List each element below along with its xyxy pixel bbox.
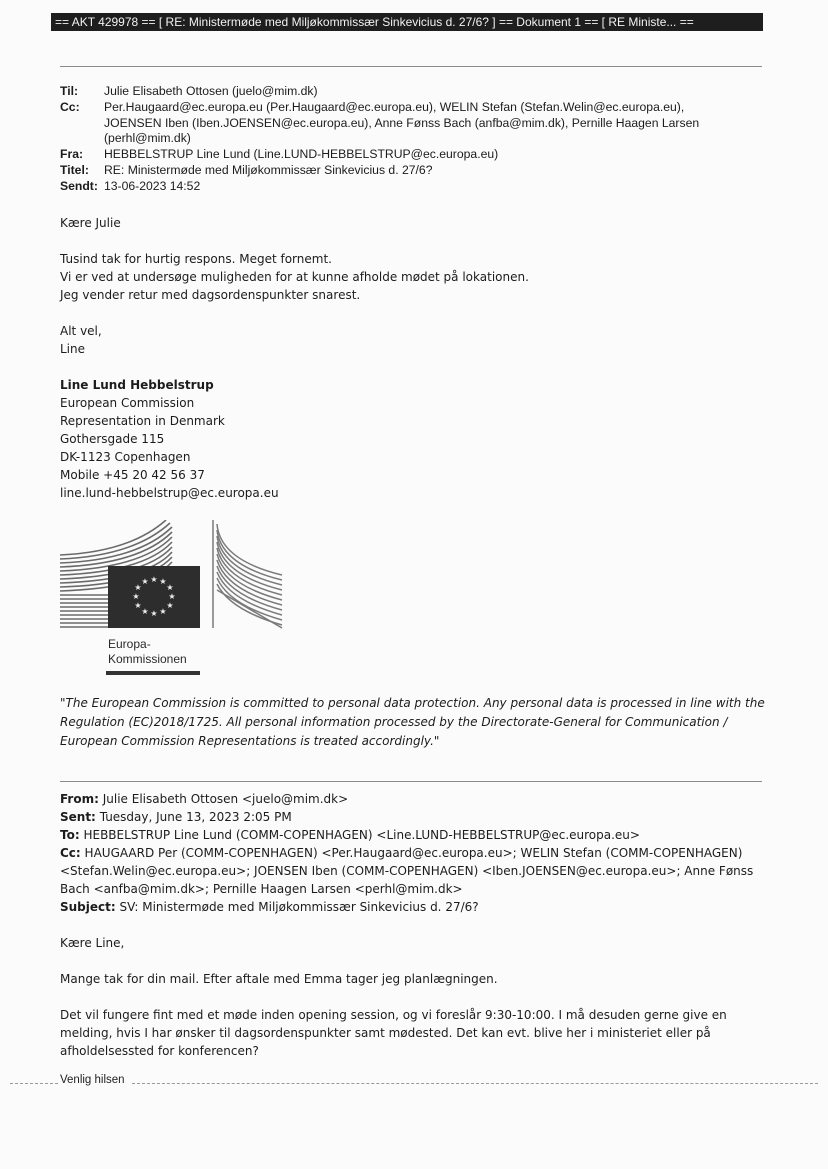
svg-text:★: ★ [150, 609, 158, 618]
svg-text:★: ★ [134, 601, 142, 610]
fwd-cc-value: Bach <anfba@mim.dk>; Pernille Haagen Larsen <perhl@mim.dk> [60, 882, 463, 896]
fwd-subject-row [60, 898, 770, 916]
svg-text:★: ★ [168, 592, 176, 601]
cc-line: (perhl@mim.dk) [104, 131, 191, 146]
page-cut-line [10, 1083, 58, 1084]
divider [60, 66, 762, 67]
svg-text:★: ★ [159, 577, 167, 586]
signature-line: Representation in Denmark [60, 414, 225, 428]
cc-row [60, 100, 760, 147]
sent-value: 13-06-2023 14:52 [104, 178, 201, 193]
fwd-subject-label: Subject: [60, 900, 116, 914]
fwd-closing: Venlig hilsen [60, 1074, 125, 1086]
fwd-from-row [60, 790, 770, 808]
email-header [60, 84, 760, 195]
reply-signoff-name: Line [60, 342, 86, 356]
reply-body [60, 214, 760, 502]
svg-text:★: ★ [159, 607, 167, 616]
to-label: Til: [60, 84, 79, 98]
fwd-paragraph-line: Det vil fungere fint med et møde inden opening session, og vi foreslår 9:30-10:00. I må desuden gerne give en [60, 1008, 727, 1022]
document-banner: == AKT 429978 == [ RE: Ministermøde med Miljøkommissær Sinkevicius d. 27/6? ] == Dokument 1 == [ RE Ministe... == [51, 13, 763, 31]
sent-row [60, 179, 760, 195]
cc-line: JOENSEN Iben (Iben.JOENSEN@ec.europa.eu), Anne Fønss Bach (anfba@mim.dk), Pernille Haagen Larsen [104, 115, 700, 130]
fwd-paragraph-line: afholdelsessted for konferencen? [60, 1044, 259, 1058]
logo-wordmark [108, 637, 187, 667]
reply-line: Vi er ved at undersøge muligheden for at kunne afholde mødet på lokationen. [60, 270, 529, 284]
svg-text:★: ★ [141, 607, 149, 616]
fwd-subject-value: SV: Ministermøde med Miljøkommissær Sinkevicius d. 27/6? [119, 900, 479, 914]
svg-text:★: ★ [134, 583, 142, 592]
logo-word-line: Kommissionen [108, 652, 187, 666]
from-row [60, 147, 760, 163]
cc-label: Cc: [60, 99, 80, 114]
fwd-sent-label: Sent: [60, 810, 96, 824]
reply-signoff: Alt vel, [60, 324, 102, 338]
logo-word-line: Europa- [108, 637, 151, 651]
fwd-paragraph [60, 1006, 770, 1060]
cc-line: Per.Haugaard@ec.europa.eu (Per.Haugaard@ec.europa.eu), WELIN Stefan (Stefan.Welin@ec.europa.eu), [104, 99, 685, 114]
fwd-cc-label: Cc: [60, 846, 81, 860]
logo-underline [106, 671, 200, 675]
fwd-to-value: HEBBELSTRUP Line Lund (COMM-COPENHAGEN) <Line.LUND-HEBBELSTRUP@ec.europa.eu> [83, 828, 640, 842]
reply-line: Tusind tak for hurtig respons. Meget fornemt. [60, 252, 332, 266]
fwd-to-row [60, 826, 770, 844]
signature-line: European Commission [60, 396, 195, 410]
cc-value [104, 100, 760, 147]
svg-text:★: ★ [166, 601, 174, 610]
signature-line: Gothersgade 115 [60, 432, 165, 446]
divider [60, 781, 762, 782]
fwd-cc-row [60, 844, 770, 898]
fwd-greeting: Kære Line, [60, 936, 125, 950]
fwd-cc-value: <Stefan.Welin@ec.europa.eu>; JOENSEN Iben (COMM-COPENHAGEN) <Iben.JOENSEN@ec.europa.eu>; Anne Fønss [60, 864, 754, 878]
sent-label: Sendt: [60, 178, 98, 193]
signature-name: Line Lund Hebbelstrup [60, 378, 214, 392]
fwd-paragraph: Mange tak for din mail. Efter aftale med Emma tager jeg planlægningen. [60, 972, 498, 986]
subject-row [60, 163, 760, 179]
reply-line: Jeg vender retur med dagsordenspunkter snarest. [60, 288, 361, 302]
subject-value: RE: Ministermøde med Miljøkommissær Sinkevicius d. 27/6? [104, 162, 433, 177]
svg-text:★: ★ [150, 575, 158, 584]
from-value: HEBBELSTRUP Line Lund (Line.LUND-HEBBELSTRUP@ec.europa.eu) [104, 147, 499, 162]
signature-email: line.lund-hebbelstrup@ec.europa.eu [60, 486, 279, 500]
signature-line: Mobile +45 20 42 56 37 [60, 468, 205, 482]
fwd-from-value: Julie Elisabeth Ottosen <juelo@mim.dk> [102, 792, 349, 806]
svg-text:★: ★ [141, 577, 149, 586]
to-value: Julie Elisabeth Ottosen (juelo@mim.dk) [104, 84, 318, 98]
logo-right-lines [213, 520, 282, 628]
signature-line: DK-1123 Copenhagen [60, 450, 191, 464]
disclaimer-line: European Commission Representations is treated accordingly." [60, 734, 440, 748]
forwarded-message [60, 790, 770, 1060]
fwd-paragraph-line: melding, hvis I har ønsker til dagsordenspunkter samt mødested. Det kan evt. blive her i ministeriet eller på [60, 1026, 711, 1040]
fwd-sent-row [60, 808, 770, 826]
fwd-cc-value: HAUGAARD Per (COMM-COPENHAGEN) <Per.Haugaard@ec.europa.eu>; WELIN Stefan (COMM-COPENHAGEN) [84, 846, 743, 860]
from-label: Fra: [60, 147, 84, 162]
svg-text:★: ★ [166, 583, 174, 592]
subject-label: Titel: [60, 162, 89, 177]
to-row [60, 84, 760, 100]
page-cut-line [132, 1083, 818, 1084]
reply-greeting: Kære Julie [60, 216, 121, 230]
disclaimer-line: "The European Commission is committed to personal data protection. Any personal data is processed in line with the [60, 696, 765, 710]
fwd-to-label: To: [60, 828, 80, 842]
disclaimer-line: Regulation (EC)2018/1725. All personal information processed by the Directorate-General for Communication / [60, 715, 728, 729]
fwd-from-label: From: [60, 792, 99, 806]
svg-text:★: ★ [132, 592, 140, 601]
privacy-disclaimer [60, 694, 772, 751]
fwd-sent-value: Tuesday, June 13, 2023 2:05 PM [99, 810, 292, 824]
